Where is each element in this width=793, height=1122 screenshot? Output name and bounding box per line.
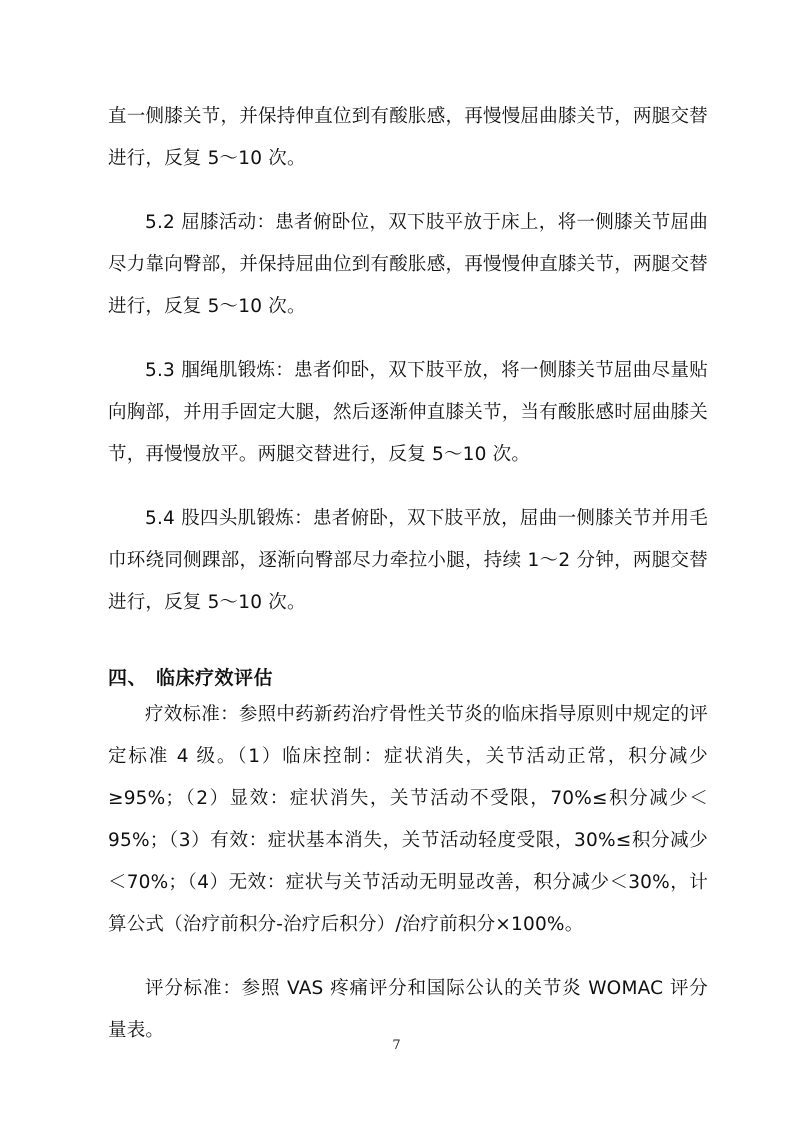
paragraph-efficacy-criteria: 疗效标准：参照中药新药治疗骨性关节炎的临床指导原则中规定的评定标准 4 级。（1）临床控制：症状消失，关节活动正常，积分减少≥95%；（2）显效：症状消失，关节活动不受限，70%≤积分减少＜95%；（3）有效：症状基本消失，关节活动轻度受限，30%≤积分减少＜70%；（4）无效：症状与关节活动无明显改善，积分减少＜30%，计算公式（治疗前积分-治疗后积分）/治疗前积分×100%。 bbox=[108, 704, 708, 935]
document-body bbox=[108, 96, 708, 1074]
paragraph-quadriceps-exercise: 5.4 股四头肌锻炼：患者俯卧，双下肢平放，屈曲一侧膝关节并用毛巾环绕同侧踝部，逐渐向臀部尽力牵拉小腿，持续 1～2 分钟，两腿交替进行，反复 5～10 次。 bbox=[108, 508, 708, 613]
page-number: 7 bbox=[392, 1038, 401, 1053]
paragraph-knee-flexion: 5.2 屈膝活动：患者俯卧位，双下肢平放于床上，将一侧膝关节屈曲尽力靠向臀部，并保持屈曲位到有酸胀感，再慢慢伸直膝关节，两腿交替进行，反复 5～10 次。 bbox=[108, 212, 708, 317]
section-title: 临床疗效评估 bbox=[156, 667, 274, 689]
paragraph-continuation: 直一侧膝关节，并保持伸直位到有酸胀感，再慢慢屈曲膝关节，两腿交替进行，反复 5～10 次。 bbox=[108, 106, 708, 169]
paragraph-scoring-criteria: 评分标准：参照 VAS 疼痛评分和国际公认的关节炎 WOMAC 评分量表。 bbox=[108, 978, 708, 1041]
section-heading bbox=[108, 658, 708, 698]
section-number: 四、 bbox=[108, 667, 148, 689]
paragraph-hamstring-exercise: 5.3 腘绳肌锻炼：患者仰卧，双下肢平放，将一侧膝关节屈曲尽量贴向胸部，并用手固定大腿，然后逐渐伸直膝关节，当有酸胀感时屈曲膝关节，再慢慢放平。两腿交替进行，反复 5～10 次。 bbox=[108, 360, 708, 465]
